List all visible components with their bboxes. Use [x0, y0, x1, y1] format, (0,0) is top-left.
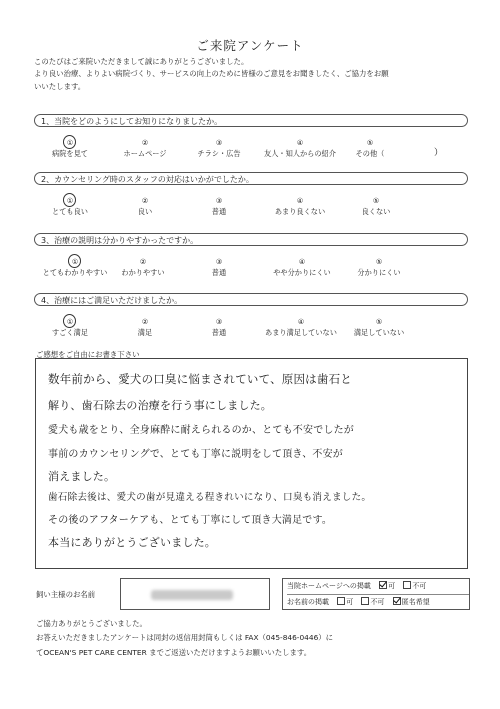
comment-line: 事前のカウンセリングで、とても丁寧に説明をして頂き、不安が [48, 449, 343, 460]
q1-option-2[interactable]: ② ホームページ [123, 139, 167, 158]
name-consent-row [287, 595, 469, 610]
name-anon-label: 匿名希望 [401, 598, 430, 606]
homepage-consent-row [287, 579, 469, 595]
homepage-yes-label: 可 [388, 582, 396, 590]
q2-option-3[interactable]: ③ 普通 [211, 197, 227, 216]
question-4-options [34, 317, 474, 343]
intro-line: このたびはご来院いただきまして誠にありがとうございました。 [34, 57, 249, 66]
q1-option-1[interactable]: ① 病院を見て [48, 138, 92, 159]
consent-box [282, 578, 470, 610]
owner-consent-row [34, 576, 470, 612]
comment-line: 本当にありがとうございました。 [48, 536, 216, 549]
question-4: 4、治療にはご満足いただけましたか。 [34, 293, 468, 306]
q3-option-4[interactable]: ④ やや分かりにくい [273, 258, 331, 277]
q1-option-5[interactable]: ⑤ その他（ [355, 139, 385, 158]
q3-option-3[interactable]: ③ 普通 [211, 258, 227, 277]
selected-circle-mark [63, 193, 76, 207]
footer-line: てOCEAN'S PET CARE CENTER までご返送いただけますようお願いいたします。 [36, 647, 312, 657]
name-anon-checkbox[interactable] [393, 597, 401, 605]
q4-option-4[interactable]: ④ あまり満足していない [265, 318, 337, 337]
intro-line: より良い治療、よりよい病院づくり、サービスの向上のために皆様のご意見をお聞きしたく、ご協力をお願 [34, 69, 389, 79]
page-title: ご来院アンケート [196, 38, 304, 53]
homepage-no-label: 不可 [412, 582, 427, 590]
intro-line: いいたします。 [34, 81, 86, 91]
q4-option-5[interactable]: ⑤ 満足していない [353, 318, 405, 337]
footer-text [36, 617, 476, 660]
q2-option-4[interactable]: ④ あまり良くない [274, 197, 326, 216]
name-no-checkbox[interactable] [361, 597, 369, 605]
intro-text [34, 56, 474, 93]
question-3: 3、治療の説明は分かりやすかったですか。 [34, 233, 468, 246]
q2-option-5[interactable]: ⑤ 良くない [361, 197, 391, 216]
q4-option-1[interactable]: ① すごく満足 [48, 317, 92, 338]
footer-line: ご協力ありがとうございました。 [36, 619, 147, 628]
comment-line: 愛犬も歳をとり、全身麻酔に耐えられるのか、とても不安でしたが [48, 425, 354, 436]
comment-line: 数年前から、愛犬の口臭に悩まされていて、原因は歯石と [48, 372, 352, 386]
comment-line: 消えました。 [48, 470, 116, 483]
q3-option-5[interactable]: ⑤ 分かりにくい [357, 258, 401, 277]
selected-circle-mark [68, 254, 81, 268]
q3-option-1[interactable]: ① とてもわかりやすい [42, 257, 108, 278]
comment-line: 解り、歯石除去の治療を行う事にしました。 [48, 399, 272, 412]
question-3-options [34, 257, 474, 283]
owner-name-field[interactable] [120, 578, 270, 610]
question-1-options [34, 138, 474, 164]
homepage-no-checkbox[interactable] [403, 581, 411, 589]
question-2: 2、カウンセリング時のスタッフの対応はいかがでしたか。 [34, 172, 468, 185]
name-yes-checkbox[interactable] [337, 597, 345, 605]
redacted-name [151, 590, 233, 600]
q1-option-3[interactable]: ③ チラシ・広告 [197, 139, 241, 158]
owner-name-label: 飼い主様のお名前 [36, 590, 96, 599]
comment-line: その後のアフターケアも、とても丁寧にして頂き大満足です。 [48, 515, 333, 526]
q3-option-2[interactable]: ② わかりやすい [121, 258, 165, 277]
comment-line: 歯石除去後は、愛犬の歯が見違える程きれいになり、口臭も消えました。 [48, 492, 372, 503]
question-1: 1、当院をどのようにしてお知りになりましたか。 [34, 114, 468, 127]
name-consent-label: お名前の掲載 [287, 598, 329, 606]
selected-circle-mark [63, 135, 76, 149]
homepage-yes-checkbox[interactable] [379, 581, 387, 589]
footer-line: お答えいただきましたアンケートは同封の返信用封筒もしくは FAX（045-846-0446）に [36, 633, 334, 643]
comment-textarea[interactable] [35, 358, 468, 569]
q4-option-3[interactable]: ③ 普通 [211, 318, 227, 337]
other-close-paren: ） [434, 148, 444, 158]
q4-option-2[interactable]: ② 満足 [137, 318, 153, 337]
selected-circle-mark [63, 314, 76, 328]
q2-option-2[interactable]: ② 良い [137, 197, 153, 216]
comment-label: ご感想をご自由にお書き下さい [36, 350, 140, 359]
name-yes-label: 可 [346, 598, 354, 606]
question-2-options [34, 196, 474, 222]
q2-option-1[interactable]: ① とても良い [48, 196, 92, 217]
name-no-label: 不可 [370, 598, 385, 606]
q1-option-4[interactable]: ④ 友人・知人からの紹介 [264, 139, 336, 158]
homepage-consent-label: 当院ホームページへの掲載 [287, 582, 371, 590]
